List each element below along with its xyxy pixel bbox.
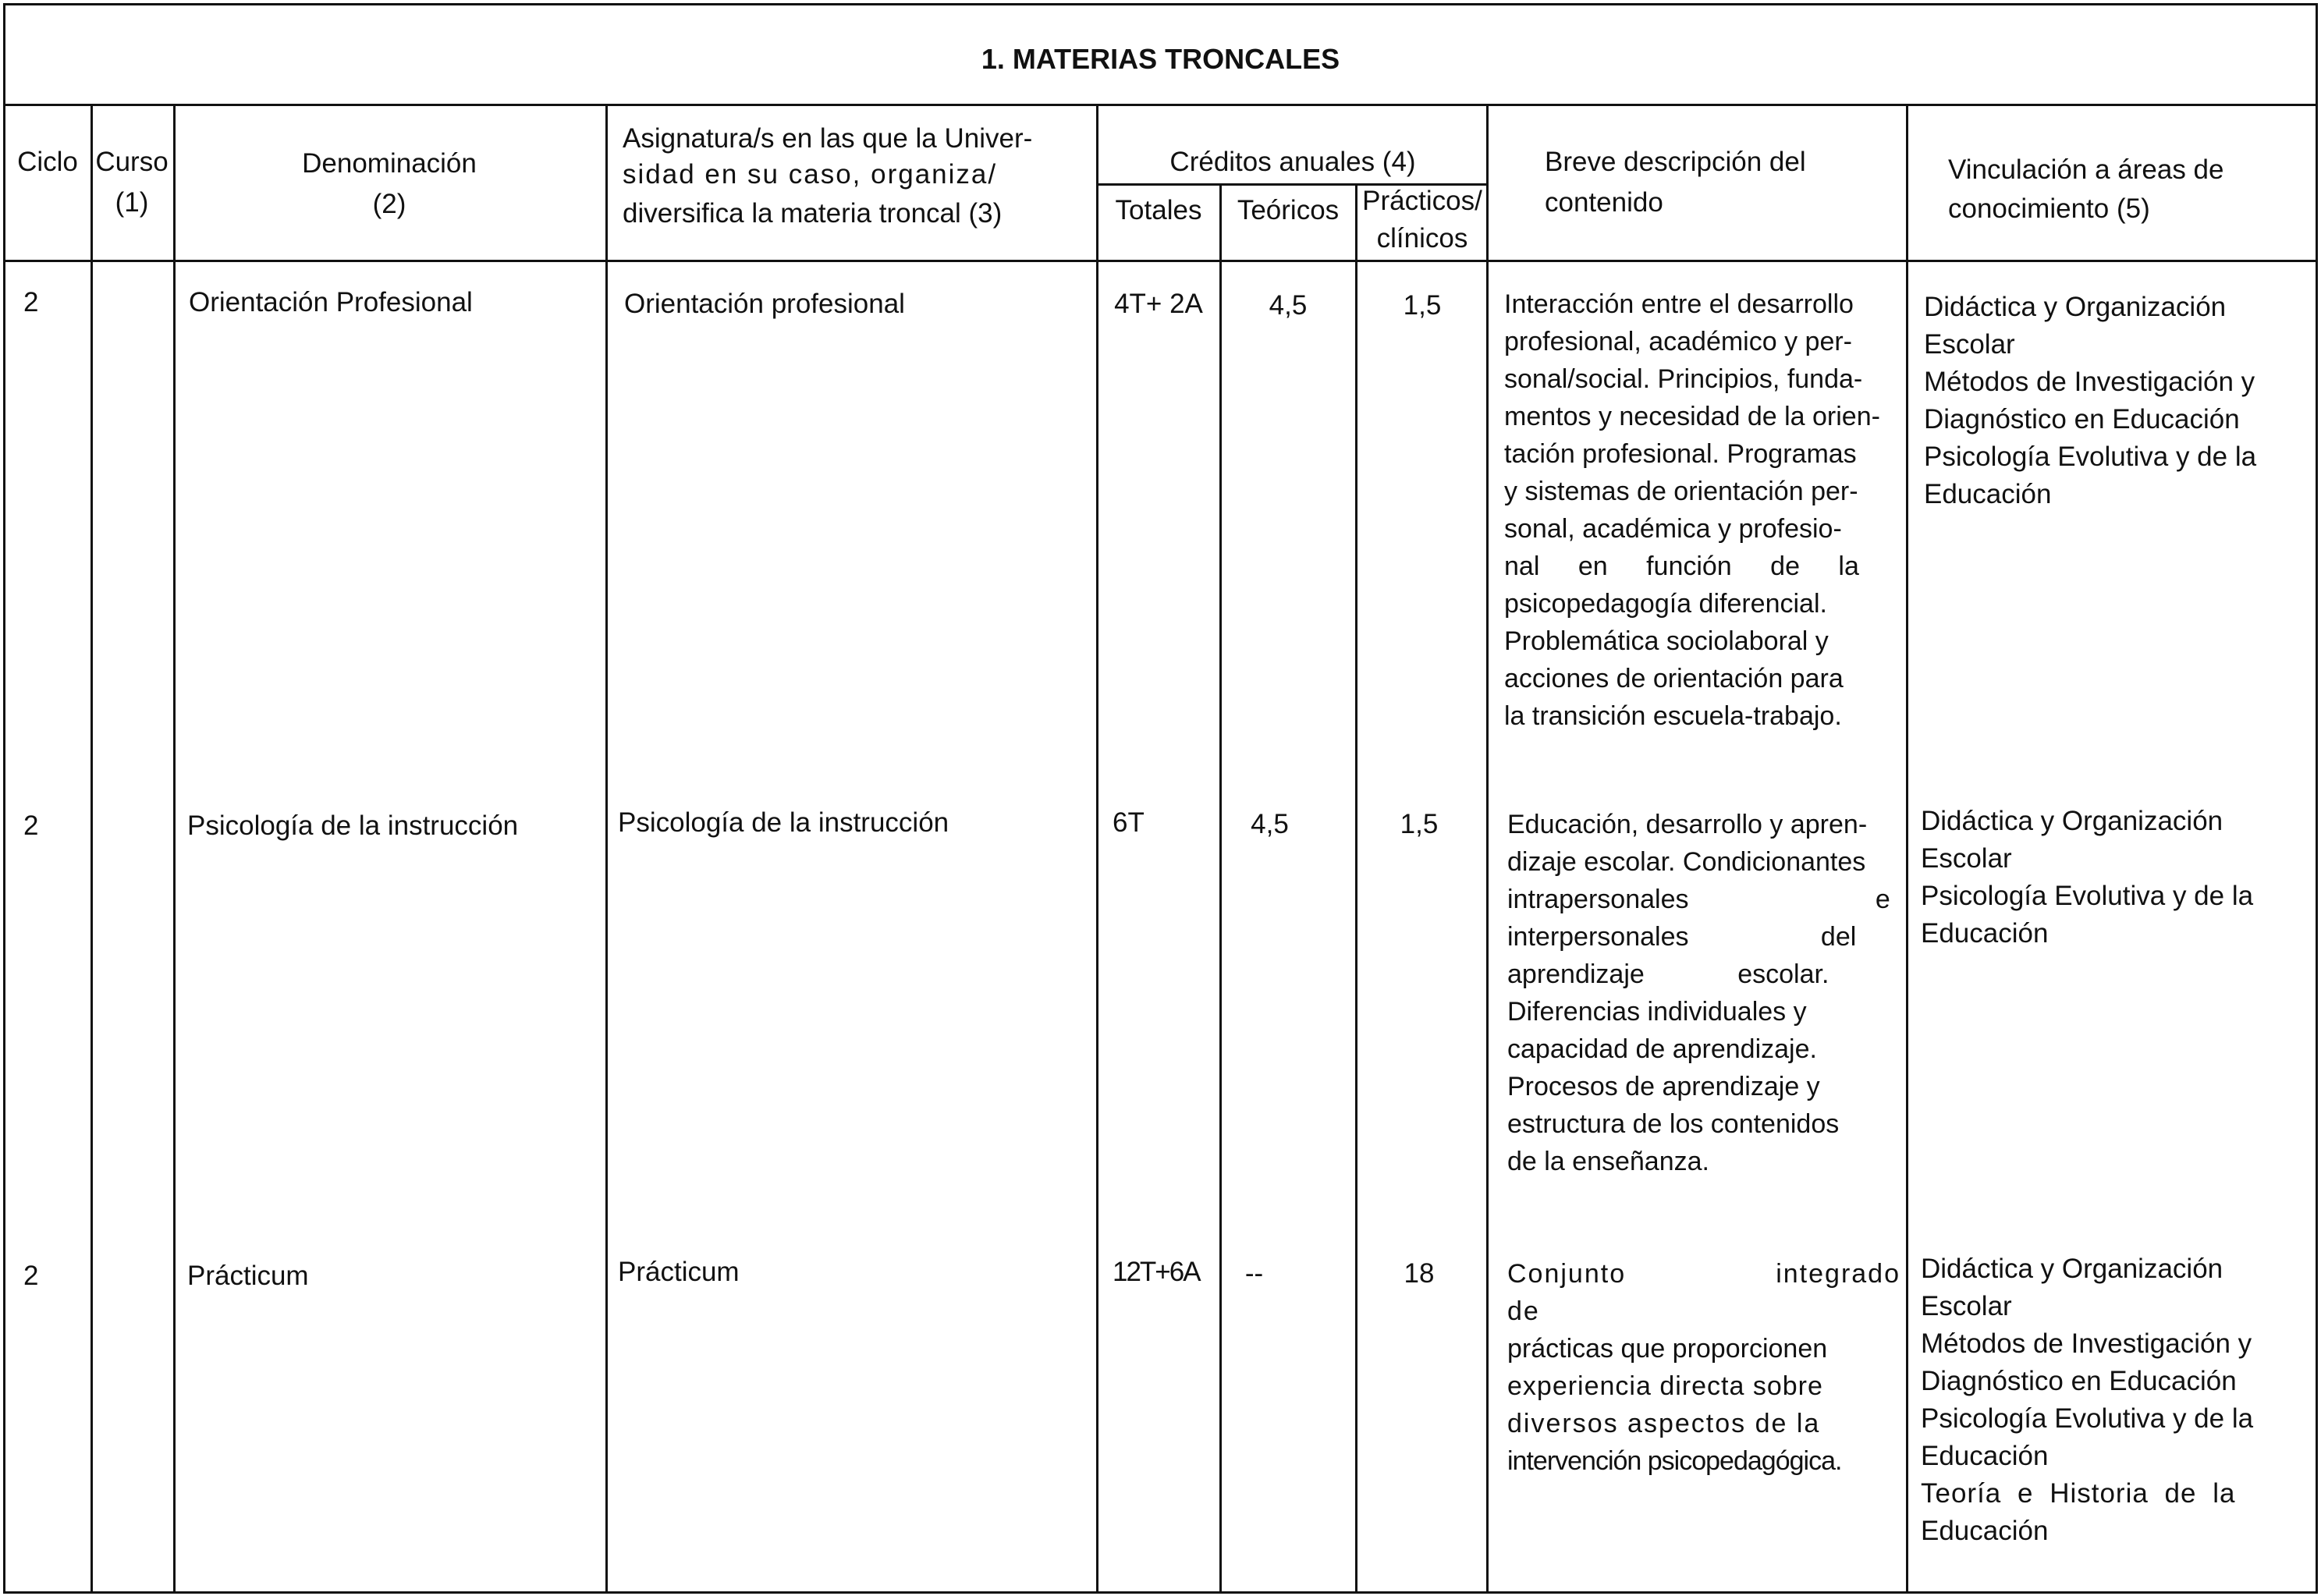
col-divider-totales <box>1096 104 1098 1594</box>
row2-teoricos: 4,5 <box>1251 809 1289 839</box>
header-teoricos: Teóricos <box>1237 195 1340 225</box>
row1-area-line: Didáctica y Organización <box>1924 292 2227 322</box>
row1-ciclo: 2 <box>23 287 39 317</box>
row3-area-line: Educación <box>1921 1516 2049 1546</box>
row1-area-line: Métodos de Investigación y <box>1924 367 2255 397</box>
row1-desc-line: Interacción entre el desarrollo <box>1504 289 1854 319</box>
row2-desc-line: Procesos de aprendizaje y <box>1507 1072 1820 1101</box>
table-title: 1. MATERIAS TRONCALES <box>981 43 1340 75</box>
row1-area-line: Psicología Evolutiva y de la <box>1924 442 2257 472</box>
header-curso-line2: (1) <box>115 187 149 218</box>
row2-desc-line: capacidad de aprendizaje. <box>1507 1034 1817 1064</box>
row2-practicos: 1,5 <box>1400 809 1439 839</box>
row2-ciclo: 2 <box>23 810 39 841</box>
row1-asignatura: Orientación profesional <box>624 289 905 319</box>
header-vinculacion-line1: Vinculación a áreas de <box>1948 154 2224 185</box>
row1-teoricos: 4,5 <box>1269 290 1308 321</box>
row1-area-line: Educación <box>1924 479 2052 509</box>
row2-desc-line: aprendizaje escolar. <box>1507 959 1829 989</box>
row2-desc-line: interpersonales del <box>1507 922 1857 952</box>
table-border-right <box>2316 3 2318 1594</box>
header-practicos-line1: Prácticos/ <box>1362 186 1482 216</box>
row1-descripcion <box>1504 286 1900 735</box>
row2-desc-line: estructura de los contenidos <box>1507 1109 1840 1139</box>
row1-desc-line: acciones de orientación para <box>1504 664 1844 693</box>
row2-desc-line: Educación, desarrollo y apren- <box>1507 810 1868 839</box>
row1-desc-line: psicopedagogía diferencial. <box>1504 589 1827 619</box>
row1-area-line: Escolar <box>1924 329 2015 360</box>
header-curso-line1: Curso <box>95 147 169 177</box>
header-totales: Totales <box>1115 195 1202 225</box>
row3-area-line: Métodos de Investigación y <box>1921 1328 2252 1359</box>
row3-desc-line: intervención psicopedagógica. <box>1507 1446 1842 1476</box>
header-descripcion-line2: contenido <box>1545 187 1663 218</box>
row3-area-line: Escolar <box>1921 1291 2012 1321</box>
header-asignatura-line3: diversifica la materia troncal (3) <box>623 198 1003 229</box>
row2-desc-line: Diferencias individuales y <box>1507 997 1807 1027</box>
header-ciclo: Ciclo <box>17 147 78 177</box>
row3-teoricos: -- <box>1244 1258 1264 1289</box>
row1-desc-line: profesional, académico y per- <box>1504 327 1853 356</box>
row3-area-line: Diagnóstico en Educación <box>1921 1366 2237 1396</box>
row1-areas <box>1924 289 2306 513</box>
table-border-top <box>3 3 2318 5</box>
row1-denominacion: Orientación Profesional <box>189 287 473 317</box>
row1-desc-line: nal en función de la <box>1504 552 1859 581</box>
col-divider-practicos <box>1355 183 1357 1594</box>
row3-practicos: 18 <box>1404 1258 1435 1289</box>
row3-desc-line: Conjunto integrado de <box>1507 1259 1900 1326</box>
row2-area-line: Escolar <box>1921 843 2012 874</box>
header-practicos-line2: clínicos <box>1376 223 1468 254</box>
row3-desc-line: prácticas que proporcionen <box>1507 1334 1828 1364</box>
row2-area-line: Psicología Evolutiva y de la <box>1921 881 2254 911</box>
col-divider-vinculacion <box>1906 104 1908 1594</box>
header-descripcion-line1: Breve descripción del <box>1545 147 1806 177</box>
row2-area-line: Didáctica y Organización <box>1921 806 2223 836</box>
row3-area-line: Didáctica y Organización <box>1921 1254 2223 1284</box>
row3-desc-line: experiencia directa sobre <box>1507 1371 1823 1401</box>
row1-desc-line: sonal, académica y profesio- <box>1504 514 1842 544</box>
row1-desc-line: la transición escuela-trabajo. <box>1504 701 1842 731</box>
row1-area-line: Diagnóstico en Educación <box>1924 404 2240 434</box>
header-asignatura-line1: Asignatura/s en las que la Univer- <box>623 123 1033 154</box>
row2-desc-line: intrapersonales e <box>1507 885 1890 914</box>
row3-desc-line: diversos aspectos de la <box>1507 1409 1821 1438</box>
row1-desc-line: mentos y necesidad de la orien- <box>1504 402 1880 431</box>
col-divider-curso <box>90 104 93 1594</box>
row3-asignatura: Prácticum <box>618 1257 740 1287</box>
col-divider-denominacion <box>173 104 176 1594</box>
header-asignatura-line2: sidad en su caso, organiza/ <box>623 159 998 190</box>
header-denominacion-line2: (2) <box>372 189 406 219</box>
row2-desc-line: de la enseñanza. <box>1507 1147 1709 1176</box>
table-border-bottom <box>3 1591 2318 1594</box>
col-divider-teoricos <box>1219 183 1222 1594</box>
row3-descripcion <box>1507 1255 1900 1480</box>
row1-practicos: 1,5 <box>1403 290 1442 321</box>
row1-desc-line: tación profesional. Programas <box>1504 439 1857 469</box>
header-creditos: Créditos anuales (4) <box>1169 147 1416 177</box>
row2-descripcion <box>1507 806 1900 1180</box>
row1-totales: 4T+ 2A <box>1114 289 1203 319</box>
row2-denominacion: Psicología de la instrucción <box>187 810 519 841</box>
row2-areas <box>1921 803 2306 952</box>
row3-areas <box>1921 1250 2306 1550</box>
row3-denominacion: Prácticum <box>187 1261 309 1291</box>
row3-area-line: Educación <box>1921 1441 2049 1471</box>
row1-desc-line: sonal/social. Principios, funda- <box>1504 364 1863 394</box>
row3-area-line: Psicología Evolutiva y de la <box>1921 1403 2254 1434</box>
row2-area-line: Educación <box>1921 918 2049 949</box>
title-row-divider <box>3 104 2318 106</box>
row3-area-line: Teoría e Historia de la <box>1921 1478 2236 1509</box>
row3-ciclo: 2 <box>23 1261 39 1291</box>
header-row-divider <box>3 260 2318 262</box>
row2-asignatura: Psicología de la instrucción <box>618 807 949 838</box>
row2-totales: 6T <box>1113 807 1145 838</box>
row3-totales: 12T+6A <box>1113 1257 1200 1287</box>
col-divider-asignatura <box>605 104 608 1594</box>
row1-desc-line: Problemática sociolaboral y <box>1504 626 1829 656</box>
row1-desc-line: y sistemas de orientación per- <box>1504 477 1858 506</box>
row2-desc-line: dizaje escolar. Condicionantes <box>1507 847 1866 877</box>
col-divider-descripcion <box>1486 104 1489 1594</box>
header-vinculacion-line2: conocimiento (5) <box>1948 193 2150 224</box>
table-border-left <box>3 3 5 1594</box>
header-denominacion-line1: Denominación <box>302 148 477 179</box>
